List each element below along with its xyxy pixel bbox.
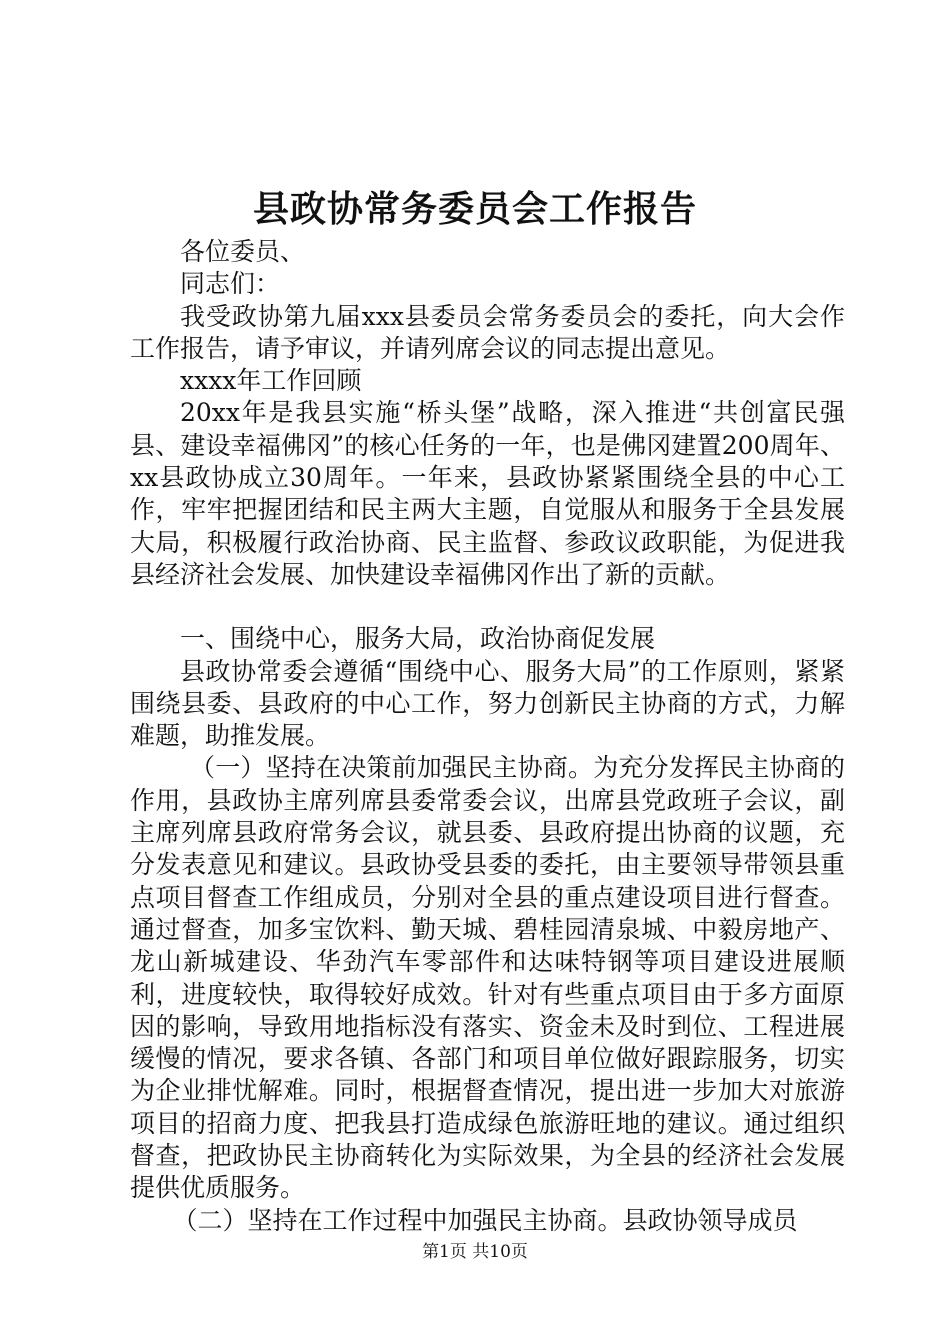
salutation-line-2: 同志们： xyxy=(180,269,281,299)
paragraph-subsection-1: （一）坚持在决策前加强民主协商。为充分发挥民主协商的作用，县政协主席列席县委常委会议，出席县党政班子会议，副主席列席县政府常务会议，就县委、县政府提出协商的议题，充分发表意见和建议。县政协受县委的委托，由主要领导带领县重点项目督查工作组成员，分别对全县的重点建设项目进行督查。通过督查，加多宝饮料、勤天城、碧桂园清泉城、中毅房地产、龙山新城建设、华劲汽车零部件和达味特钢等项目建设进展顺利，进度较快，取得较好成效。针对有些重点项目由于多方面原因的影响，导致用地指标没有落实、资金未及时到位、工程进展缓慢的情况，要求各镇、各部门和项目单位做好跟踪服务，切实为企业排忧解难。同时，根据督查情况，提出进一步加大对旅游项目的招商力度、把我县打造成绿色旅游旺地的建议。通过组织督查，把政协民主协商转化为实际效果，为全县的经济社会发展提供优质服务。 xyxy=(130,753,845,1203)
paragraph-intro: 我受政协第九届xxx县委员会常务委员会的委托，向大会作工作报告，请予审议，并请列席会议的同志提出意见。 xyxy=(130,301,845,363)
page-footer: 第1页 共10页 xyxy=(422,1242,528,1262)
salutation-line-1: 各位委员、 xyxy=(180,237,306,266)
document-body xyxy=(130,236,845,1237)
paragraph-gap xyxy=(130,591,845,623)
paragraph-section-1: 县政协常委会遵循“围绕中心、服务大局”的工作原则，紧紧围绕县委、县政府的中心工作，努力创新民主协商的方式，力解难题，助推发展。 xyxy=(130,656,845,751)
page-title: 县政协常务委员会工作报告 xyxy=(252,188,697,230)
paragraph-subsection-2: （二）坚持在工作过程中加强民主协商。县政协领导成员 xyxy=(172,1205,798,1235)
paragraph-review: 20xx年是我县实施“桥头堡”战略，深入推进“共创富民强县、建设幸福佛冈”的核心任务的一年，也是佛冈建置200周年、xx县政协成立30周年。一年来，县政协紧紧围绕全县的中心工作，牢牢把握团结和民主两大主题，自觉服从和服务于全县发展大局，积极履行政治协商、民主监督、参政议政职能，为促进我县经济社会发展、加快建设幸福佛冈作出了新的贡献。 xyxy=(130,398,845,589)
section-heading-review: xxxx年工作回顾 xyxy=(180,366,362,396)
section-heading-1: 一、围绕中心，服务大局，政治协商促发展 xyxy=(180,624,656,654)
